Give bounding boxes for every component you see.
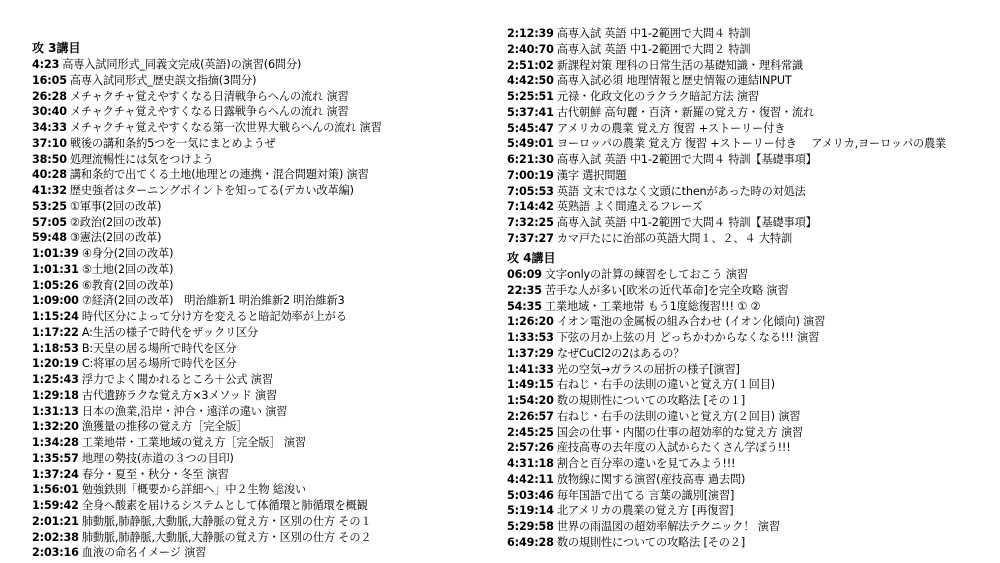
- timestamp: 54:35: [507, 299, 542, 313]
- timestamp: 7:00:19: [507, 168, 554, 182]
- section-3-list-continued: [507, 26, 997, 247]
- timestamp: 1:59:42: [32, 499, 79, 512]
- item-text: 時代区分によって分け方を変えると暗記効率が上がる: [81, 310, 347, 323]
- timestamp: 1:49:15: [507, 378, 554, 392]
- list-item: [507, 121, 997, 137]
- item-text: 講和条約で出てくる土地(地理との連携・混合問題対策) 演習: [69, 168, 369, 182]
- timestamp: 1:31:13: [32, 404, 79, 418]
- timestamp: 2:12:39: [507, 27, 554, 40]
- timestamp: 30:40: [32, 105, 67, 119]
- list-item: [32, 388, 502, 404]
- item-text: 歴史強者はターニングポイントを知ってる(デカい改革編): [69, 184, 354, 197]
- list-item: [32, 482, 502, 498]
- item-text: ④身分(2回の改革): [81, 247, 174, 260]
- list-item: [507, 314, 997, 330]
- item-text: メチャクチャ覚えやすくなる日清戦争らへんの流れ 演習: [69, 89, 349, 103]
- item-text: 工業地域・工業地帯 もう1度総復習!!! ① ②: [544, 299, 761, 313]
- item-text: 高専入試 英語 中1-2範囲で大問４ 特訓【基礎事項】: [556, 216, 817, 229]
- item-text: 高専入試同形式_歴史誤文指摘(3問分): [69, 73, 257, 87]
- list-item: [32, 514, 502, 530]
- timestamp: 06:09: [507, 268, 542, 281]
- item-text: 右ねじ・右手の法則の違いと覚え方(１回目): [556, 378, 775, 392]
- item-text: 高専入試同形式_同義文完成(英語)の演習(6問分): [62, 58, 302, 71]
- item-text: 数の規則性についての攻略法 [その２]: [556, 535, 746, 549]
- item-text: ③憲法(2回の改革): [69, 231, 162, 245]
- item-text: ②政治(2回の改革): [69, 215, 162, 229]
- list-item: [32, 498, 502, 514]
- timestamp: 5:03:46: [507, 488, 554, 502]
- item-text: 元禄・化政文化のラクラク暗記方法 演習: [556, 90, 759, 103]
- list-item: [32, 89, 502, 105]
- list-item: [507, 409, 997, 425]
- item-text: ヨーロッパの農業 覚え方 復習 +ストーリー付き アメリカ,ヨーロッパの農業: [556, 137, 947, 151]
- list-item: [32, 309, 502, 325]
- timestamp: 5:25:51: [507, 90, 554, 103]
- list-item: [507, 535, 997, 551]
- list-item: [507, 136, 997, 152]
- item-text: 放物線に関する演習(産技高専 過去問): [556, 472, 746, 486]
- timestamp: 4:23: [32, 58, 60, 71]
- list-item: [32, 104, 502, 120]
- timestamp: 2:02:38: [32, 530, 79, 544]
- section-4-list: [507, 267, 997, 551]
- item-text: メチャクチャ覚えやすくなる日露戦争らへんの流れ 演習: [69, 105, 349, 119]
- timestamp: 1:18:53: [32, 341, 79, 355]
- item-text: 国会の仕事・内閣の仕事の超効率的な覚え方 演習: [556, 425, 804, 439]
- timestamp: 37:10: [32, 136, 67, 150]
- section-3-list: [32, 57, 502, 561]
- timestamp: 53:25: [32, 199, 67, 213]
- list-item: [32, 152, 502, 168]
- timestamp: 16:05: [32, 73, 67, 87]
- item-text: ⑦経済(2回の改革) 明治維新1 明治維新2 明治維新3: [81, 294, 345, 308]
- timestamp: 1:15:24: [32, 310, 79, 323]
- timestamp: 7:05:53: [507, 184, 554, 198]
- item-text: 地理の勢技(赤道の３つの目印): [81, 451, 234, 465]
- list-item: [507, 440, 997, 456]
- item-text: 北アメリカの農業の覚え方 [再復習]: [556, 504, 734, 518]
- list-item: [507, 89, 997, 105]
- list-item: [32, 530, 502, 546]
- list-item: [32, 293, 502, 309]
- list-item: [32, 278, 502, 294]
- list-item: [507, 472, 997, 488]
- item-text: 英熟語 よく間違えるフレーズ: [556, 200, 703, 214]
- timestamp: 1:01:39: [32, 247, 79, 260]
- list-item: [32, 73, 502, 89]
- timestamp: 57:05: [32, 215, 67, 229]
- timestamp: 2:01:21: [32, 514, 79, 528]
- timestamp: 2:40:70: [507, 42, 554, 56]
- timestamp: 1:37:29: [507, 346, 554, 360]
- item-text: 肺動脈,肺静脈,大動脈,大静脈の覚え方・区別の仕方 その２: [81, 530, 372, 544]
- timestamp: 26:28: [32, 89, 67, 103]
- timestamp: 4:42:50: [507, 74, 554, 88]
- list-item: [32, 167, 502, 183]
- timestamp: 4:42:11: [507, 472, 554, 486]
- timestamp: 40:28: [32, 168, 67, 182]
- timestamp: 7:37:27: [507, 231, 554, 245]
- list-item: [507, 503, 997, 519]
- list-item: [507, 58, 997, 74]
- item-text: 血液の命名イメージ 演習: [81, 546, 207, 560]
- item-text: 下弦の月か上弦の月 どっちかわからなくなる!!! 演習: [556, 331, 820, 344]
- timestamp: 5:19:14: [507, 504, 554, 518]
- item-text: 割合と百分率の違いを見てみよう!!!: [556, 457, 736, 470]
- list-item: [507, 299, 997, 315]
- timestamp: 59:48: [32, 231, 67, 245]
- list-item: [32, 451, 502, 467]
- list-item: [507, 519, 997, 535]
- timestamp: 2:45:25: [507, 425, 554, 439]
- timestamp: 1:05:26: [32, 278, 79, 292]
- list-item: [32, 136, 502, 152]
- list-item: [32, 57, 502, 73]
- list-item: [507, 488, 997, 504]
- timestamp: 38:50: [32, 152, 67, 166]
- timestamp: 1:17:22: [32, 325, 79, 339]
- item-text: 高専入試 英語 中1-2範囲で大問４ 特訓: [556, 27, 751, 40]
- item-text: 漢字 選択問題: [556, 168, 627, 182]
- item-text: ⑤土地(2回の改革): [81, 262, 174, 276]
- item-text: カマ戸たにに治部の英語大問１、２、４ 大特訓: [556, 231, 793, 245]
- list-item: [507, 231, 997, 247]
- item-text: 右ねじ・右手の法則の違いと覚え方(２回目) 演習: [556, 409, 801, 423]
- list-item: [32, 467, 502, 483]
- item-text: 数の規則性についての攻略法 [その１]: [556, 394, 746, 407]
- item-text: ⑥教育(2回の改革): [81, 278, 174, 292]
- list-item: [32, 341, 502, 357]
- timestamp: 1:25:43: [32, 373, 79, 386]
- item-text: 英語 文末ではなく文頭にthenがあった時の対処法: [556, 184, 806, 198]
- item-text: A:生活の様子で時代をザックリ区分: [81, 325, 259, 339]
- item-text: 漁獲量の推移の覚え方［完全版］: [81, 420, 248, 434]
- item-text: 光の空気→ガラスの屈折の様子[演習]: [556, 362, 740, 376]
- item-text: 日本の漁業,沿岸・沖合・遠洋の違い 演習: [81, 404, 288, 418]
- timestamp: 1:54:20: [507, 394, 554, 407]
- list-item: [32, 199, 502, 215]
- item-text: 産技高専の去年度の入試からたくさん学ぼう!!!: [556, 441, 791, 455]
- item-text: 勉強鉄則「概要から詳細へ」中２生物 総浚い: [81, 483, 306, 497]
- list-item: [32, 262, 502, 278]
- timestamp: 1:56:01: [32, 483, 79, 497]
- item-text: C:将軍の居る場所で時代を区分: [81, 357, 237, 371]
- timestamp: 6:49:28: [507, 535, 554, 549]
- list-item: [507, 199, 997, 215]
- item-text: 古代朝鮮 高句麗・百済・新羅の覚え方・復習・流れ: [556, 105, 815, 119]
- timestamp: 1:09:00: [32, 294, 79, 308]
- list-item: [507, 42, 997, 58]
- list-item: [32, 404, 502, 420]
- timestamp: 4:31:18: [507, 457, 554, 470]
- list-item: [507, 184, 997, 200]
- item-text: 世界の雨温図の超効率解法テクニック！ 演習: [556, 520, 780, 533]
- list-item: [32, 356, 502, 372]
- list-item: [507, 393, 997, 409]
- timestamp: 41:32: [32, 184, 67, 197]
- item-text: 古代遺跡ラクな覚え方×3メソッド 演習: [81, 388, 278, 402]
- list-item: [32, 545, 502, 561]
- list-item: [507, 346, 997, 362]
- section-heading-4: 攻 4講目: [507, 251, 556, 265]
- list-item: [32, 246, 502, 262]
- timestamp: 5:29:58: [507, 520, 554, 533]
- list-item: [507, 152, 997, 168]
- section-heading-3: 攻 3講目: [32, 41, 81, 55]
- timestamp: 6:21:30: [507, 153, 554, 166]
- list-item: [507, 73, 997, 89]
- timestamp: 2:51:02: [507, 58, 554, 72]
- timestamp: 2:03:16: [32, 546, 79, 560]
- timestamp: 2:26:57: [507, 409, 554, 423]
- item-text: 工業地帯・工業地域の覚え方［完全版］ 演習: [81, 436, 306, 449]
- timestamp: 22:35: [507, 283, 542, 297]
- list-item: [507, 105, 997, 121]
- item-text: 戦後の講和条約5つを一気にまとめようぜ: [69, 136, 276, 150]
- timestamp: 1:20:19: [32, 357, 79, 371]
- item-text: アメリカの農業 覚え方 復習 +ストーリー付き: [556, 121, 786, 135]
- timestamp: 5:49:01: [507, 137, 554, 151]
- timestamp: 5:45:47: [507, 121, 554, 135]
- item-text: 全身へ酸素を届けるシステムとして体循環と肺循環を概観: [81, 499, 368, 512]
- timestamp: 7:32:25: [507, 216, 554, 229]
- item-text: 浮力でよく聞かれるところ＋公式 演習: [81, 373, 273, 386]
- list-item: [32, 372, 502, 388]
- timestamp: 1:33:53: [507, 331, 554, 344]
- item-text: 毎年国語で出てる 言葉の識別[演習]: [556, 488, 735, 502]
- list-item: [507, 330, 997, 346]
- timestamp: 7:14:42: [507, 200, 554, 214]
- item-text: 文字onlyの計算の練習をしておこう 演習: [544, 268, 748, 281]
- list-item: [507, 168, 997, 184]
- item-text: 肺動脈,肺静脈,大動脈,大静脈の覚え方・区別の仕方 その１: [81, 514, 372, 528]
- timestamp: 1:37:24: [32, 467, 79, 481]
- list-item: [507, 26, 997, 42]
- item-text: 高専入試 英語 中1-2範囲で大問２ 特訓: [556, 42, 751, 56]
- list-item: [32, 120, 502, 136]
- item-text: 高専入試必須 地理情報と歴史情報の連結INPUT: [556, 74, 792, 88]
- list-item: [32, 419, 502, 435]
- item-text: 高専入試 英語 中1-2範囲で大問４ 特訓【基礎事項】: [556, 153, 817, 166]
- item-text: ①軍事(2回の改革): [69, 199, 162, 213]
- list-item: [507, 425, 997, 441]
- list-item: [507, 283, 997, 299]
- timestamp: 34:33: [32, 121, 67, 134]
- timestamp: 1:34:28: [32, 436, 79, 449]
- item-text: 新課程対策 理科の日常生活の基礎知識・理科常識: [556, 58, 804, 72]
- list-item: [507, 215, 997, 231]
- list-item: [507, 456, 997, 472]
- list-item: [32, 215, 502, 231]
- item-text: 処理流暢性には気をつけよう: [69, 152, 214, 166]
- timestamp: 5:37:41: [507, 105, 554, 119]
- item-text: B:天皇の居る場所で時代を区分: [81, 341, 237, 355]
- list-item: [32, 183, 502, 199]
- timestamp: 1:26:20: [507, 315, 554, 329]
- list-item: [507, 377, 997, 393]
- list-item: [507, 362, 997, 378]
- timestamp: 1:01:31: [32, 262, 79, 276]
- timestamp: 1:29:18: [32, 388, 79, 402]
- timestamp: 1:41:33: [507, 362, 554, 376]
- timestamp: 1:32:20: [32, 420, 79, 434]
- timestamp: 1:35:57: [32, 451, 79, 465]
- item-text: 苦手な人が多い[欧米の近代革命]を完全攻略 演習: [544, 283, 789, 297]
- item-text: メチャクチャ覚えやすくなる第一次世界大戦らへんの流れ 演習: [69, 121, 382, 134]
- list-item: [507, 267, 997, 283]
- list-item: [32, 325, 502, 341]
- item-text: イオン電池の金属板の組み合わせ (イオン化傾向) 演習: [556, 315, 826, 329]
- item-text: なぜCuCl2の2はあるの？: [556, 346, 685, 360]
- timestamp: 2:57:26: [507, 441, 554, 455]
- list-item: [32, 230, 502, 246]
- list-item: [32, 435, 502, 451]
- item-text: 春分・夏至・秋分・冬至 演習: [81, 467, 229, 481]
